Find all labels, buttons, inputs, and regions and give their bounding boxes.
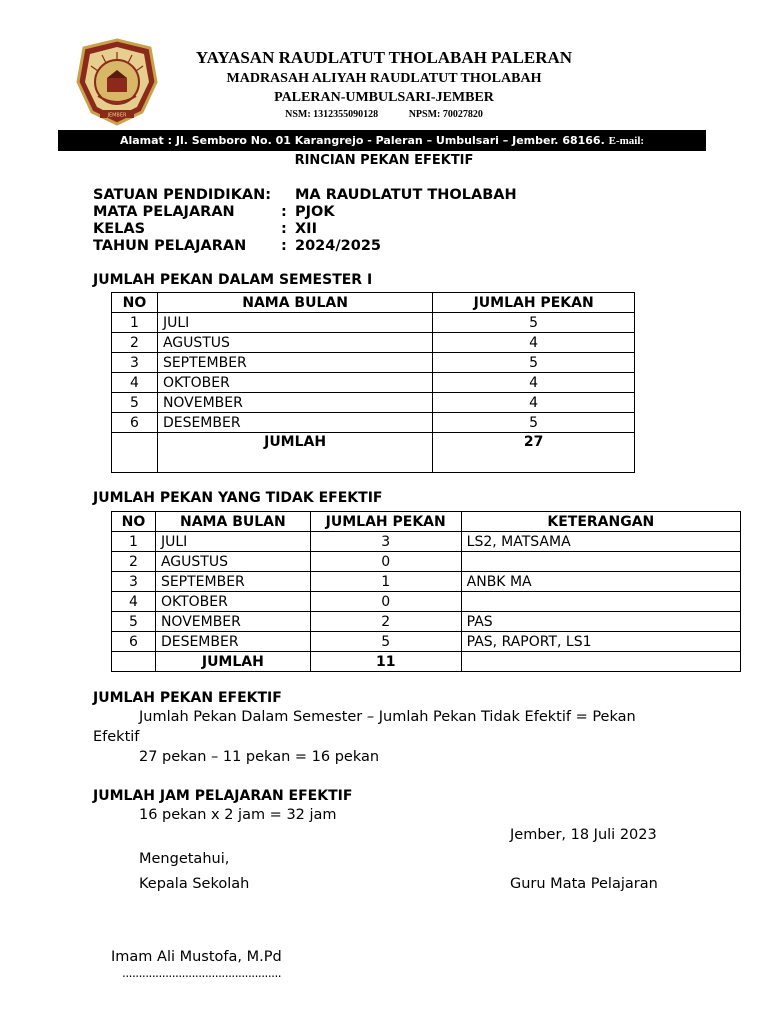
acknowledged-label: Mengetahui,: [139, 851, 230, 867]
school-name: MADRASAH ALIYAH RAUDLATUT THOLABAH: [226, 71, 542, 86]
table-row: [112, 413, 635, 433]
address-text: Alamat : Jl. Semboro No. 01 Karangrejo - Paleran – Umbulsari – Jember. 68166.: [119, 134, 605, 147]
cell-remark: LS2, MATSAMA: [461, 532, 740, 552]
cell-no: 4: [112, 373, 158, 393]
table-row: [112, 353, 635, 373]
cell-weeks: 3: [310, 532, 461, 552]
email-label: E-mail:: [608, 135, 645, 147]
noneffective-weeks-table: [111, 511, 741, 672]
school-location: PALERAN-UMBULSARI-JEMBER: [274, 90, 494, 105]
cell-month: SEPTEMBER: [155, 572, 310, 592]
cell-remark: PAS, RAPORT, LS1: [461, 632, 740, 652]
cell-month: JULI: [157, 313, 432, 333]
cell-no: 6: [112, 632, 156, 652]
column-header: JUMLAH PEKAN: [310, 512, 461, 532]
hours-heading: JUMLAH JAM PELAJARAN EFEKTIF: [93, 788, 353, 804]
identity-block: [93, 187, 517, 255]
table-row: [112, 373, 635, 393]
cell-remark: ANBK MA: [461, 572, 740, 592]
total-value: 11: [310, 652, 461, 672]
cell-month: NOVEMBER: [155, 612, 310, 632]
table-row: [112, 572, 741, 592]
info-value: XII: [295, 221, 317, 237]
formula-line-continued: Efektif: [93, 729, 140, 745]
cell-month: DESEMBER: [157, 413, 432, 433]
cell-weeks: 1: [310, 572, 461, 592]
cell-weeks: 4: [433, 393, 635, 413]
info-key: MATA PELAJARAN: [93, 204, 235, 220]
column-header: JUMLAH PEKAN: [433, 293, 635, 313]
table-row: [112, 592, 741, 612]
info-value: PJOK: [295, 204, 335, 220]
cell-month: OKTOBER: [157, 373, 432, 393]
cell-month: SEPTEMBER: [157, 353, 432, 373]
column-header: NO: [112, 512, 156, 532]
table-row: [112, 313, 635, 333]
effective-heading: JUMLAH PEKAN EFEKTIF: [93, 690, 282, 706]
cell-month: AGUSTUS: [157, 333, 432, 353]
place-date: Jember, 18 Juli 2023: [510, 827, 657, 843]
cell-empty: [112, 652, 156, 672]
info-key: SATUAN PENDIDIKAN:: [93, 187, 272, 203]
total-value: 27: [433, 433, 635, 473]
cell-no: 3: [112, 353, 158, 373]
cell-empty: [112, 433, 158, 473]
cell-month: JULI: [155, 532, 310, 552]
logo-text: JEMBER: [107, 112, 127, 119]
cell-weeks: 5: [433, 413, 635, 433]
info-key: TAHUN PELAJARAN: [93, 238, 247, 254]
cell-weeks: 0: [310, 552, 461, 572]
info-row: [93, 221, 517, 238]
info-colon: :: [281, 238, 287, 254]
cell-no: 1: [112, 313, 158, 333]
cell-no: 6: [112, 413, 158, 433]
table-row: [112, 612, 741, 632]
cell-remark: [461, 552, 740, 572]
registration-numbers: [160, 109, 608, 120]
table-row: [112, 632, 741, 652]
total-row: [112, 652, 741, 672]
cell-weeks: 0: [310, 592, 461, 612]
npsm-number: NPSM: 70027820: [408, 109, 483, 120]
principal-role: Kepala Sekolah: [139, 876, 250, 892]
info-colon: :: [281, 221, 287, 237]
teacher-name-line: ................................................: [122, 966, 282, 980]
info-colon: :: [281, 204, 287, 220]
cell-weeks: 5: [310, 632, 461, 652]
cell-no: 5: [112, 393, 158, 413]
column-header: NO: [112, 293, 158, 313]
table-row: [112, 393, 635, 413]
cell-remark: [461, 592, 740, 612]
cell-month: DESEMBER: [155, 632, 310, 652]
table-row: [112, 333, 635, 353]
cell-no: 2: [112, 552, 156, 572]
cell-weeks: 4: [433, 373, 635, 393]
document-title: RINCIAN PEKAN EFEKTIF: [294, 153, 474, 168]
cell-no: 4: [112, 592, 156, 612]
effective-calculation: 27 pekan – 11 pekan = 16 pekan: [139, 749, 380, 765]
school-logo: [76, 38, 158, 126]
noneffective-heading: JUMLAH PEKAN YANG TIDAK EFEKTIF: [93, 490, 383, 506]
total-row: [112, 433, 635, 473]
semester-heading: JUMLAH PEKAN DALAM SEMESTER I: [93, 272, 373, 288]
column-header: KETERANGAN: [461, 512, 740, 532]
info-row: [93, 238, 517, 255]
table-header-row: [112, 293, 635, 313]
cell-remark: PAS: [461, 612, 740, 632]
column-header: NAMA BULAN: [155, 512, 310, 532]
cell-weeks: 4: [433, 333, 635, 353]
cell-month: NOVEMBER: [157, 393, 432, 413]
cell-weeks: 5: [433, 353, 635, 373]
total-label: JUMLAH: [157, 433, 432, 473]
formula-line: Jumlah Pekan Dalam Semester – Jumlah Pekan Tidak Efektif = Pekan: [139, 709, 636, 725]
column-header: NAMA BULAN: [157, 293, 432, 313]
table-row: [112, 552, 741, 572]
cell-month: OKTOBER: [155, 592, 310, 612]
info-value: 2024/2025: [295, 238, 382, 254]
cell-weeks: 2: [310, 612, 461, 632]
nsm-number: NSM: 131235509012​8: [285, 109, 379, 120]
hours-calculation: 16 pekan x 2 jam = 32 jam: [139, 807, 337, 823]
cell-no: 3: [112, 572, 156, 592]
total-label: JUMLAH: [155, 652, 310, 672]
foundation-name: YAYASAN RAUDLATUT THOLABAH PALERAN: [195, 48, 573, 67]
cell-weeks: 5: [433, 313, 635, 333]
principal-name: Imam Ali Mustofa, M.Pd: [111, 949, 282, 965]
semester-weeks-table: [111, 292, 635, 473]
cell-no: 1: [112, 532, 156, 552]
table-header-row: [112, 512, 741, 532]
teacher-role: Guru Mata Pelajaran: [510, 876, 658, 892]
info-row: [93, 187, 517, 204]
table-row: [112, 532, 741, 552]
cell-no: 5: [112, 612, 156, 632]
info-row: [93, 204, 517, 221]
cell-empty: [461, 652, 740, 672]
address-bar: [58, 130, 706, 151]
cell-no: 2: [112, 333, 158, 353]
info-key: KELAS: [93, 221, 146, 237]
info-value: MA RAUDLATUT THOLABAH: [295, 187, 517, 203]
cell-month: AGUSTUS: [155, 552, 310, 572]
